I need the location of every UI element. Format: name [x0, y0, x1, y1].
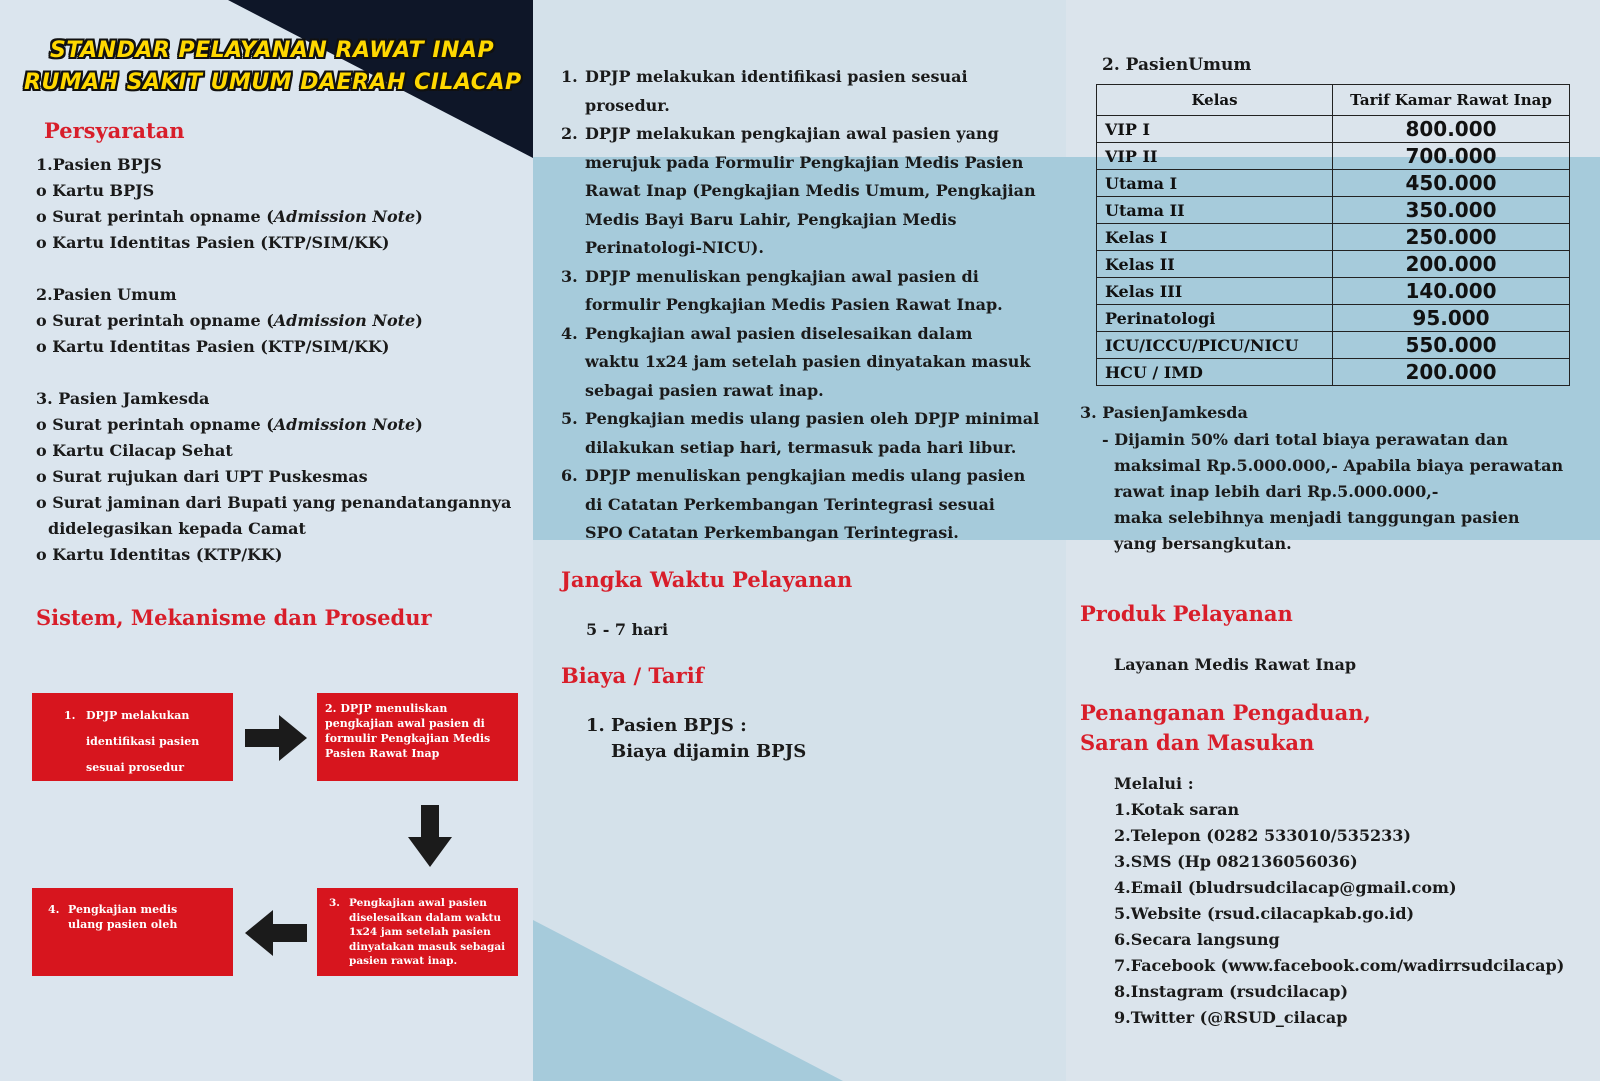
bpjs-item-opname: o Surat perintah opname (Admission Note)	[36, 207, 423, 226]
procedure-item-6-line: DPJP menuliskan pengkajian medis ulang pasien	[585, 466, 1026, 485]
procedure-item-5-line: Pengkajian medis ulang pasien oleh DPJP minimal	[585, 409, 1040, 428]
produk-value: Layanan Medis Rawat Inap	[1114, 655, 1357, 674]
umum-title: 2.Pasien Umum	[36, 285, 177, 304]
tarif-value: 550.000	[1333, 332, 1570, 359]
sistem-heading: Sistem, Mekanisme dan Prosedur	[36, 605, 432, 630]
biaya-umum-title: 2. PasienUmum	[1102, 55, 1252, 75]
pengaduan-intro: Melalui :	[1114, 774, 1194, 793]
flow-step-2-num: 2.	[325, 702, 337, 715]
tarif-header-tarif: Tarif Kamar Rawat Inap	[1333, 85, 1570, 116]
tarif-kelas: Kelas II	[1097, 251, 1333, 278]
produk-heading: Produk Pelayanan	[1080, 601, 1293, 626]
jamkesda-biaya-title: 3. PasienJamkesda	[1080, 403, 1248, 422]
bpjs-item-kartu: o Kartu BPJS	[36, 181, 155, 200]
table-row	[1097, 305, 1570, 332]
procedure-item-1-line: prosedur.	[585, 95, 670, 115]
arrow-left-icon	[245, 910, 307, 956]
pengaduan-item-kotak-saran: 1.Kotak saran	[1114, 800, 1240, 819]
jamkesda-item-jaminan: o Surat jaminan dari Bupati yang penandatangannya	[36, 493, 512, 512]
flow-step-3-text: Pengkajian awal pasien diselesaikan dalam waktu 1x24 jam setelah pasien dinyatakan masuk sebagai pasien rawat inap.	[349, 897, 506, 967]
flow-step-3-num: 3.	[329, 897, 340, 909]
tarif-value: 350.000	[1333, 197, 1570, 224]
table-row	[1097, 143, 1570, 170]
jamkesda-item-kartu: o Kartu Cilacap Sehat	[36, 441, 233, 460]
pengaduan-item-email: 4.Email (bludrsudcilacap@gmail.com)	[1114, 878, 1457, 897]
table-row	[1097, 278, 1570, 305]
pengaduan-item-twitter: 9.Twitter (@RSUD_cilacap	[1114, 1008, 1348, 1027]
arrow-down-icon	[408, 805, 452, 867]
procedure-item-6-line: SPO Catatan Perkembangan Terintegrasi.	[585, 523, 959, 542]
procedure-item-3-line: DPJP menuliskan pengkajian awal pasien di	[585, 266, 979, 286]
procedure-item-5	[561, 405, 1041, 462]
table-row	[1097, 170, 1570, 197]
procedure-item-2-line: Perinatologi-NICU).	[585, 238, 764, 257]
jangka-value: 5 - 7 hari	[586, 620, 669, 639]
flow-step-4-text: Pengkajian medis ulang pasien oleh	[68, 903, 178, 931]
procedure-item-2	[561, 120, 1041, 263]
flow-step-1	[32, 693, 233, 781]
tarif-value: 250.000	[1333, 224, 1570, 251]
procedure-item-3-num: 3.	[561, 266, 578, 286]
procedure-item-6-num: 6.	[561, 466, 578, 485]
pengaduan-item-langsung: 6.Secara langsung	[1114, 930, 1280, 949]
tarif-table	[1096, 84, 1570, 386]
page-title-line2: RUMAH SAKIT UMUM DAERAH CILACAP	[24, 70, 522, 95]
pengaduan-item-sms: 3.SMS (Hp 082136056036)	[1114, 852, 1358, 871]
arrow-right-icon	[245, 715, 307, 761]
jamkesda-biaya-line: yang bersangkutan.	[1114, 534, 1292, 553]
tarif-kelas: Kelas III	[1097, 278, 1333, 305]
tarif-value: 200.000	[1333, 251, 1570, 278]
procedure-item-4	[561, 320, 1041, 406]
procedure-item-1-line: DPJP melakukan identifikasi pasien sesuai	[585, 67, 968, 86]
bottom-triangle-decoration	[533, 920, 1066, 1081]
table-row	[1097, 116, 1570, 143]
flow-step-1-num: 1.	[64, 709, 76, 722]
jamkesda-item-rujukan: o Surat rujukan dari UPT Puskesmas	[36, 467, 368, 486]
jamkesda-item-jaminan-cont: didelegasikan kepada Camat	[48, 519, 306, 538]
procedure-list	[561, 63, 1041, 548]
procedure-item-4-line: sebagai pasien rawat inap.	[585, 380, 824, 400]
procedure-item-5-line: dilakukan setiap hari, termasuk pada hari libur.	[585, 437, 1017, 457]
tarif-kelas: VIP II	[1097, 143, 1333, 170]
table-row	[1097, 332, 1570, 359]
procedure-item-2-line: Medis Bayi Baru Lahir, Pengkajian Medis	[585, 209, 957, 229]
procedure-item-6	[561, 462, 1041, 548]
tarif-value: 450.000	[1333, 170, 1570, 197]
jamkesda-title: 3. Pasien Jamkesda	[36, 389, 210, 408]
flow-step-1-text: DPJP melakukan identifikasi pasien sesuai prosedur	[86, 709, 200, 774]
table-row	[1097, 197, 1570, 224]
umum-item-opname: o Surat perintah opname (Admission Note)	[36, 311, 423, 330]
umum-item-identitas: o Kartu Identitas Pasien (KTP/SIM/KK)	[36, 337, 390, 356]
tarif-kelas: Utama I	[1097, 170, 1333, 197]
tarif-kelas: Kelas I	[1097, 224, 1333, 251]
persyaratan-heading: Persyaratan	[44, 118, 185, 143]
procedure-item-1-num: 1.	[561, 67, 578, 86]
tarif-value: 140.000	[1333, 278, 1570, 305]
procedure-item-1	[561, 63, 1041, 120]
tarif-kelas: VIP I	[1097, 116, 1333, 143]
tarif-kelas: Perinatologi	[1097, 305, 1333, 332]
jamkesda-item-identitas: o Kartu Identitas (KTP/KK)	[36, 545, 283, 564]
tarif-kelas: ICU/ICCU/PICU/NICU	[1097, 332, 1333, 359]
procedure-item-4-line: waktu 1x24 jam setelah pasien dinyatakan masuk	[585, 352, 1031, 371]
procedure-item-6-line: di Catatan Perkembangan Terintegrasi sesuai	[585, 494, 995, 514]
tarif-value: 95.000	[1333, 305, 1570, 332]
tarif-kelas: HCU / IMD	[1097, 359, 1333, 386]
flow-step-2-text: DPJP menuliskan pengkajian awal pasien di formulir Pengkajian Medis Pasien Rawat Inap	[325, 702, 491, 760]
flow-step-2	[317, 693, 518, 781]
jamkesda-biaya-line: maksimal Rp.5.000.000,- Apabila biaya perawatan	[1114, 456, 1564, 475]
pengaduan-item-instagram: 8.Instagram (rsudcilacap)	[1114, 982, 1349, 1001]
page-title-line1: STANDAR PELAYANAN RAWAT INAP	[50, 38, 495, 63]
biaya-bpjs-line2: Biaya dijamin BPJS	[611, 741, 807, 762]
tarif-value: 700.000	[1333, 143, 1570, 170]
procedure-item-2-num: 2.	[561, 124, 578, 143]
procedure-item-3-line: formulir Pengkajian Medis Pasien Rawat Inap.	[585, 295, 1003, 314]
jangka-heading: Jangka Waktu Pelayanan	[561, 567, 853, 592]
flow-step-4-num: 4.	[48, 903, 60, 916]
table-row	[1097, 359, 1570, 386]
flow-step-4	[32, 888, 233, 976]
procedure-item-4-num: 4.	[561, 323, 578, 343]
jamkesda-biaya-line: - Dijamin 50% dari total biaya perawatan dan	[1102, 430, 1508, 449]
pengaduan-item-telepon: 2.Telepon (0282 533010/535233)	[1114, 826, 1411, 845]
pengaduan-heading-line1: Penanganan Pengaduan,	[1080, 700, 1371, 725]
tarif-table-header	[1097, 85, 1570, 116]
biaya-heading: Biaya / Tarif	[561, 663, 704, 688]
jamkesda-biaya-line: rawat inap lebih dari Rp.5.000.000,-	[1114, 482, 1439, 501]
tarif-value: 200.000	[1333, 359, 1570, 386]
pengaduan-item-website: 5.Website (rsud.cilacapkab.go.id)	[1114, 904, 1415, 923]
jamkesda-biaya-line: maka selebihnya menjadi tanggungan pasien	[1114, 508, 1520, 527]
procedure-item-2-line: Rawat Inap (Pengkajian Medis Umum, Pengkajian	[585, 181, 1036, 200]
table-row	[1097, 251, 1570, 278]
flow-step-3	[317, 888, 518, 976]
procedure-item-2-line: merujuk pada Formulir Pengkajian Medis Pasien	[585, 152, 1024, 172]
pengaduan-item-facebook: 7.Facebook (www.facebook.com/wadirrsudcilacap)	[1114, 956, 1565, 975]
procedure-item-2-line: DPJP melakukan pengkajian awal pasien yang	[585, 124, 999, 143]
procedure-item-3	[561, 263, 1041, 320]
table-row	[1097, 224, 1570, 251]
procedure-item-5-num: 5.	[561, 409, 578, 428]
bpjs-item-identitas: o Kartu Identitas Pasien (KTP/SIM/KK)	[36, 233, 390, 252]
tarif-header-kelas: Kelas	[1097, 85, 1333, 116]
bpjs-title: 1.Pasien BPJS	[36, 155, 162, 174]
tarif-value: 800.000	[1333, 116, 1570, 143]
tarif-kelas: Utama II	[1097, 197, 1333, 224]
pengaduan-heading-line2: Saran dan Masukan	[1080, 730, 1315, 755]
procedure-item-4-line: Pengkajian awal pasien diselesaikan dalam	[585, 323, 973, 343]
jamkesda-item-opname: o Surat perintah opname (Admission Note)	[36, 415, 423, 434]
biaya-bpjs-line1: 1. Pasien BPJS :	[586, 715, 747, 736]
